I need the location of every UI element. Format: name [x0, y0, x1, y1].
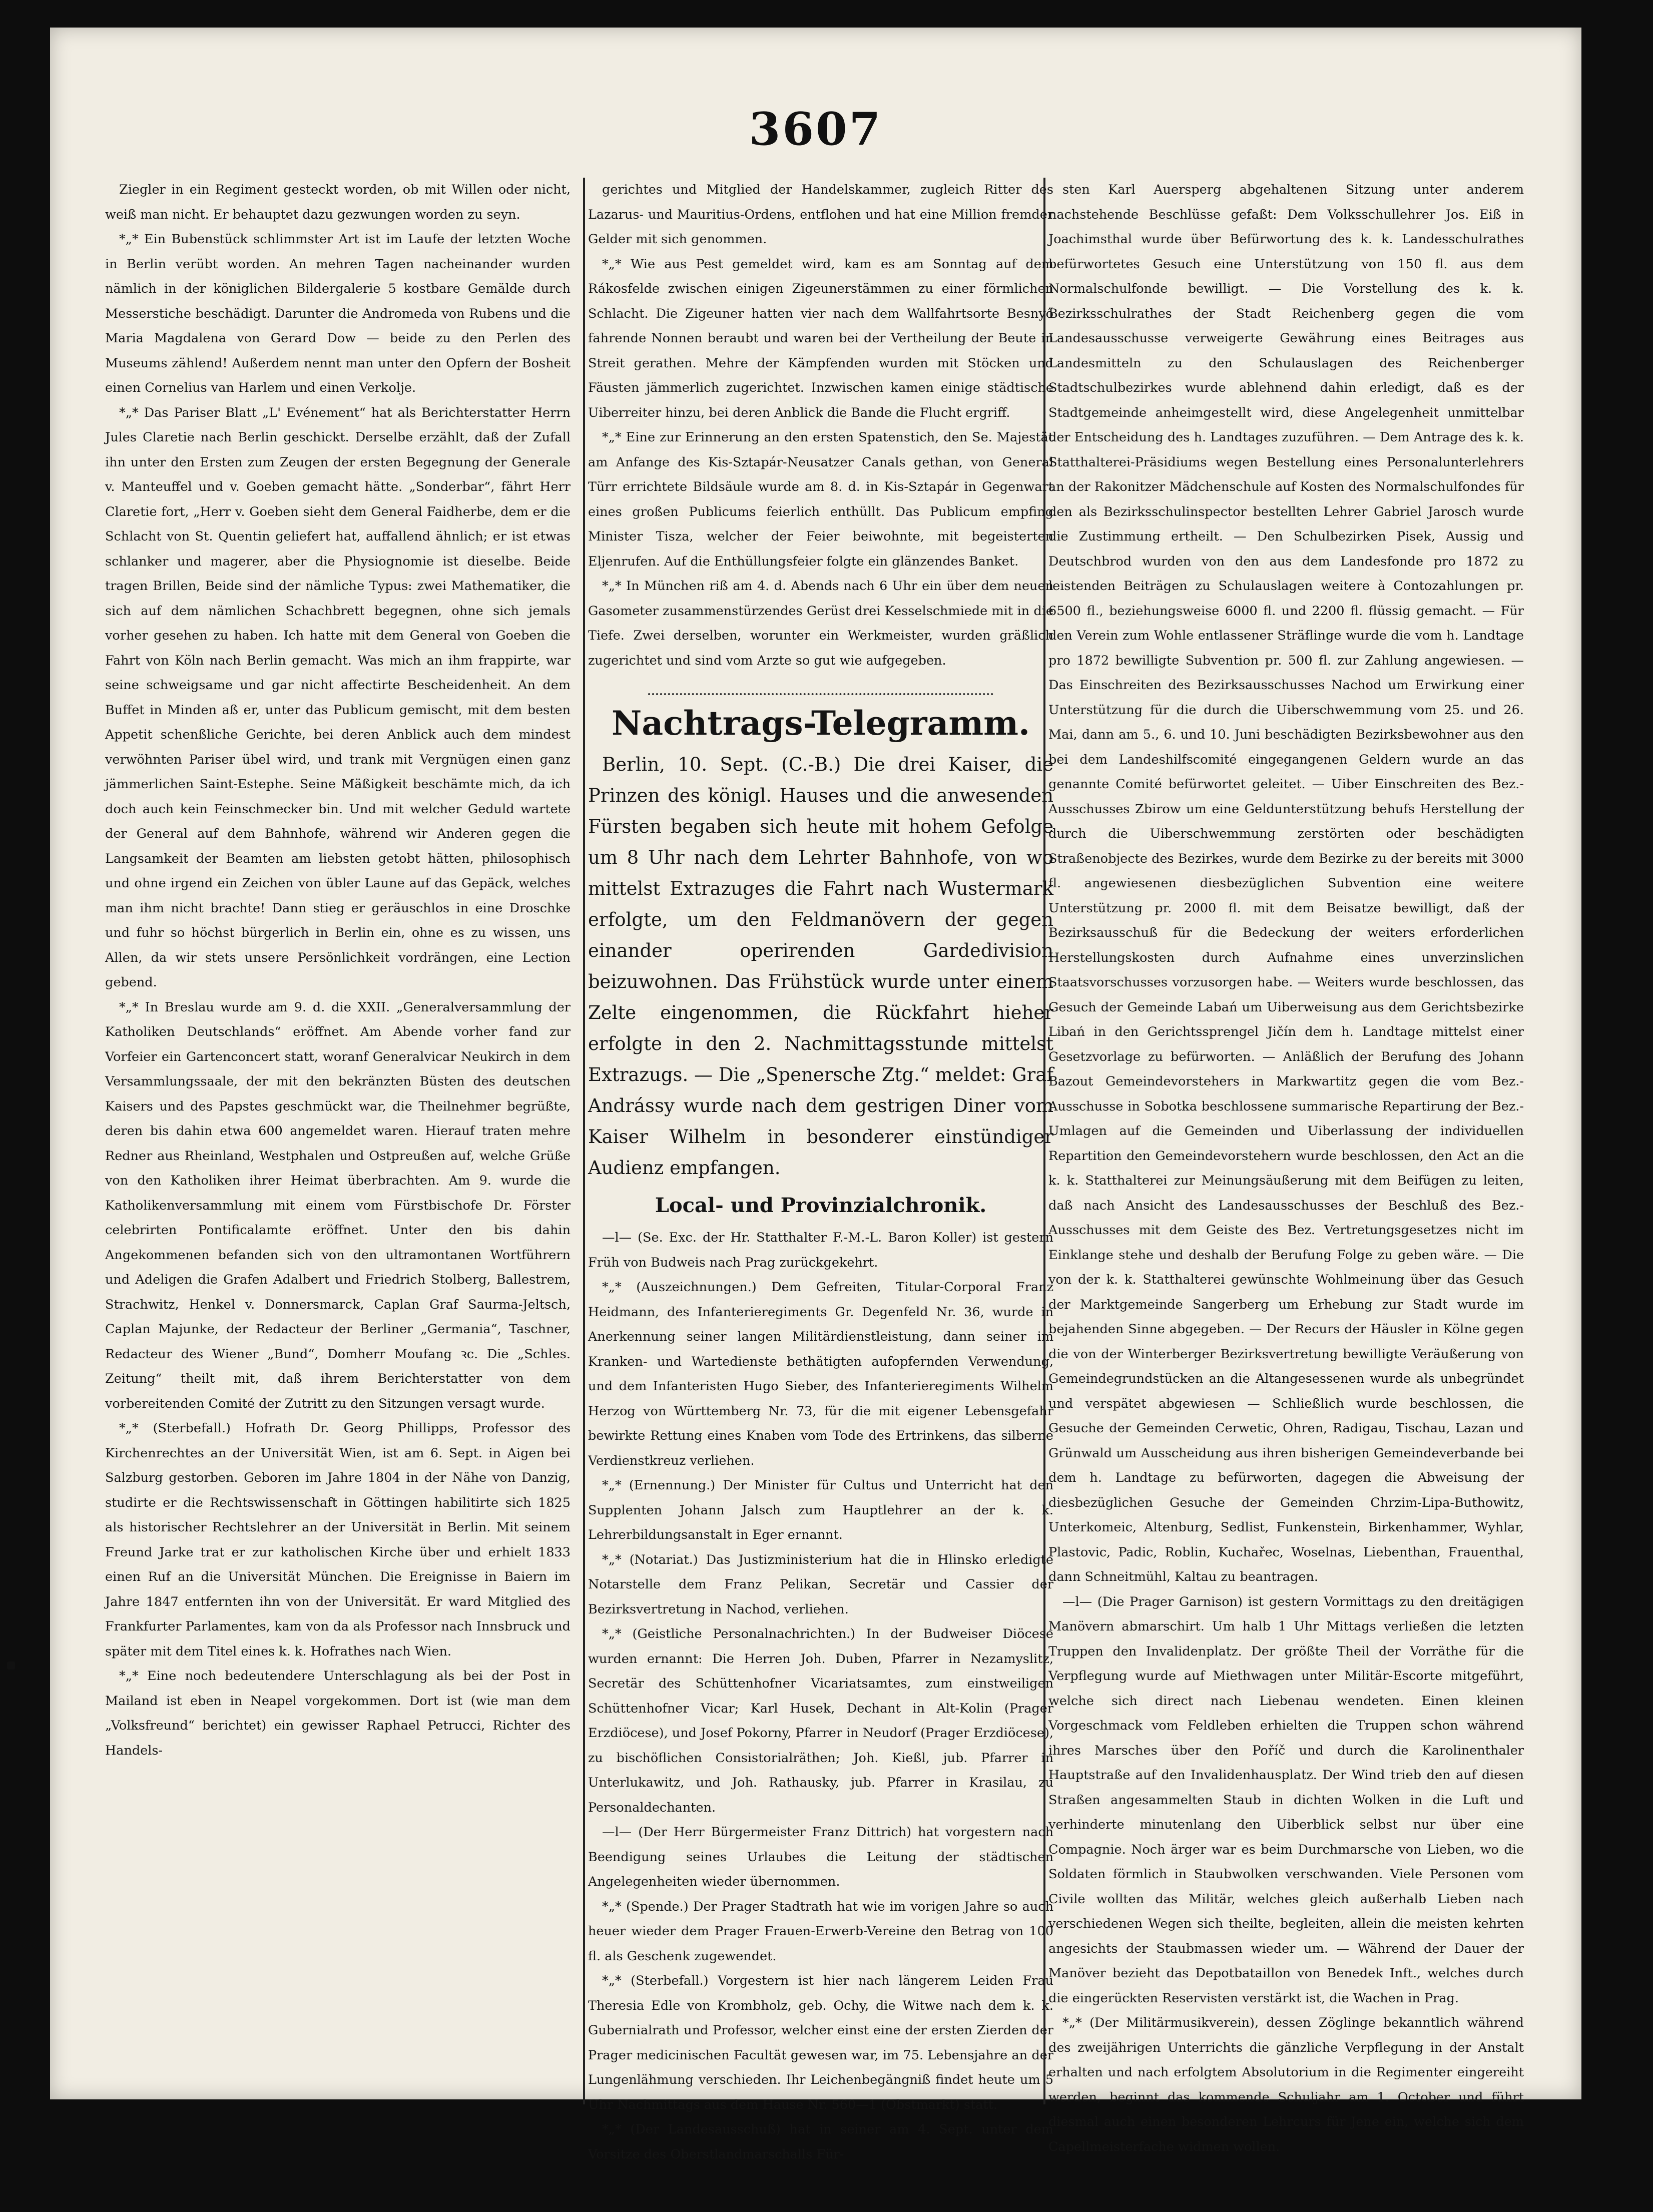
article-paragraph: —l— (Der Herr Bürgermeister Franz Dittrich) hat vorgestern nach Beendigung seines Urlaubes die Leitung der städtischen Angelegenheiten wieder übernommen.	[588, 1825, 1053, 1889]
article-paragraph: *„* In München riß am 4. d. Abends nach 6 Uhr ein über dem neuen Gasometer zusammenstürzendes Gerüst drei Kesselschmiede mit in die Tiefe. Zwei derselben, worunter ein Werkmeister, wurden gräßlich zugerichtet und sind vom Arzte so gut wie aufgegeben.	[588, 579, 1053, 668]
article-paragraph: *„* (Sterbefall.) Vorgestern ist hier nach längerem Leiden Frau Theresia Edle von Krombholz, geb. Ochy, die Witwe nach dem k. k. Gubernialrath und Professor, welcher einst eine der ersten Zierden der Prager medicinischen Facultät gewesen war, im 75. Lebensjahre an der Lungenlähmung verschieden. Ihr Leichenbegängniß findet heute um 5 Uhr Nachmittags aus dem Hause Nr. 560—1 (Obstmarkt) statt.	[588, 1973, 1053, 2112]
column-left	[105, 178, 571, 2129]
column-middle	[588, 178, 1053, 2162]
article-paragraph: *„* Das Pariser Blatt „L' Evénement“ hat als Berichterstatter Herrn Jules Claretie nach Berlin geschickt. Derselbe erzählt, daß der Zufall ihn unter den Ersten zum Zeugen der ersten Begegnung der Generale v. Manteuffel und v. Goeben gemacht hätte. „Sonderbar“, fährt Herr Claretie fort, „Herr v. Goeben sieht dem General Faidherbe, dem er die Schlacht von St. Quentin geliefert hat, auffallend ähnlich; er ist etwas schlanker und magerer, aber die Physiognomie ist dieselbe. Beide tragen Brillen, Beide sind der nämliche Typus: zwei Mathematiker, die sich auf dem nämlichen Schachbrett begegnen, ohne sich jemals vorher gesehen zu haben. Ich hatte mit dem General von Goeben die Fahrt von Köln nach Berlin gemacht. Was mich an ihm frappirte, war seine schweigsame und gar nicht affectirte Bescheidenheit. An dem Buffet in Minden aß er, unter das Publicum gemischt, mit dem besten Appetit schenßliche Gerichte, bei deren Anblick auch dem mindest verwöhnten Pariser übel wird, und trank mit Vergnügen einen ganz jämmerlichen Saint-Estephe. Seine Mäßigkeit beschämte mich, da ich doch auch kein Feinschmecker bin. Und mit welcher Geduld wartete der General auf dem Bahnhofe, während wir Anderen gegen die Langsamkeit der Beamten am liebsten getobt hätten, philosophisch und ohne irgend ein Zeichen von übler Laune auf das Gepäck, welches man ihm nicht brachte! Dann stieg er geräuschlos in eine Droschke und fuhr so höchst bürgerlich in Berlin ein, ohne es zu wissen, uns Allen, da wir stets unsere Persönlichkeit vordrängen, eine Lection gebend.	[105, 405, 571, 990]
page-number: 3607	[749, 103, 883, 156]
article-paragraph: *„* (Geistliche Personalnachrichten.) In der Budweiser Diöcese wurden ernannt: Die Herren Joh. Duben, Pfarrer in Nezamyslitz, Secretär des Schüttenhofner Vicariatsamtes, zum einstweiligen Schüttenhofner Vicar; Karl Husek, Dechant in Alt-Kolin (Prager Erzdiöcese), und Josef Pokorny, Pfarrer in Neudorf (Prager Erzdiöcese), zu bischöflichen Consistorialräthen; Joh. Kießl, jub. Pfarrer in Unterlukawitz, und Joh. Rathausky, jub. Pfarrer in Krasilau, zu Personaldechanten.	[588, 1626, 1053, 1815]
section-separator	[648, 682, 993, 695]
article-paragraph: —l— (Die Prager Garnison) ist gestern Vormittags zu den dreitägigen Manövern abmarschirt. Um halb 1 Uhr Mittags verließen die letzten Truppen den Invalidenplatz. Der größte Theil der Vorräthe für die Verpflegung wurde auf Miethwagen unter Militär-Escorte mitgeführt, welche sich direct nach Liebenau wendeten. Einen kleinen Vorgeschmack vom Feldleben erhielten die Truppen schon während ihres Marsches über den Poříč und durch die Karolinenthaler Hauptstraße auf den Invalidenhausplatz. Der Wind trieb den auf diesen Straßen angesammelten Staub in dichten Wolken in die Luft und verhinderte minutenlang den Uiberblick selbst nur über eine Compagnie. Noch ärger war es beim Durchmarsche von Lieben, wo die Soldaten förmlich in Staubwolken verschwanden. Viele Personen vom Civile wollten das Militär, welches gleich außerhalb Lieben nach verschiedenen Wegen sich theilte, begleiten, allein die meisten kehrten angesichts der Staubmassen wieder um. — Während der Dauer der Manöver bezieht das Depotbataillon von Benedek Inft., welches durch die eingerückten Reservisten verstärkt ist, die Wachen in Prag.	[1048, 1594, 1524, 2006]
article-paragraph: *„* Eine noch bedeutendere Unterschlagung als bei der Post in Mailand ist eben in Neapel vorgekommen. Dort ist (wie man dem „Volksfreund“ berichtet) ein gewisser Raphael Petrucci, Richter des Handels-	[105, 1669, 571, 1758]
column-divider	[583, 178, 585, 2104]
article-paragraph: *„* (Spende.) Der Prager Stadtrath hat wie im vorigen Jahre so auch heuer wieder dem Prager Frauen-Erwerb-Vereine den Betrag von 100 fl. als Geschenk zugewendet.	[588, 1899, 1053, 1964]
article-paragraph: *„* (Notariat.) Das Justizministerium hat die in Hlinsko erledigte Notarstelle dem Franz Pelikan, Secretär und Cassier der Bezirksvertretung in Nachod, verliehen.	[588, 1552, 1053, 1617]
article-paragraph: *„* (Auszeichnungen.) Dem Gefreiten, Titular-Corporal Franz Heidmann, des Infanterieregiments Gr. Degenfeld Nr. 36, wurde in Anerkennung seiner langen Militärdienstleistung, dann seiner im Kranken- und Wartedienste bethätigten aufopfernden Verwendung, und dem Infanteristen Hugo Sieber, des Infanterieregiments Wilhelm Herzog von Württemberg Nr. 73, für die mit eigener Lebensgefahr bewirkte Rettung eines Knaben vom Tode des Ertrinkens, das silberne Verdienstkreuz verliehen.	[588, 1280, 1053, 1468]
article-paragraph: *„* (Der Landesausschuß) hat in seiner am 4. Sept. unter dem Vorsitze des Oberstlandmarschalls Für-	[588, 2122, 1053, 2162]
column-right	[1048, 178, 1524, 2154]
article-paragraph: *„* Wie aus Pest gemeldet wird, kam es am Sonntag auf dem Rákosfelde zwischen einigen Zigeunerstämmen zu einer förmlichen Schlacht. Die Zigeuner hatten vier nach dem Wallfahrtsorte Besnyő fahrende Nonnen beraubt und waren bei der Vertheilung der Beute in Streit gerathen. Mehre der Kämpfenden wurden mit Stöcken und Fäusten jämmerlich zugerichtet. Inzwischen kamen einige städtische Uiberreiter hinzu, bei deren Anblick die Bande die Flucht ergriff.	[588, 256, 1053, 420]
article-paragraph: *„* (Sterbefall.) Hofrath Dr. Georg Phillipps, Professor des Kirchenrechtes an der Universität Wien, ist am 6. Sept. in Aigen bei Salzburg gestorben. Geboren im Jahre 1804 in der Nähe von Danzig, studirte er die Rechtswissenschaft in Göttingen habilitirte sich 1825 als historischer Rechtslehrer an der Universität in Berlin. Mit seinem Freund Jarke trat er zur katholischen Kirche über und erhielt 1833 einen Ruf an die Universität München. Die Ereignisse in Baiern im Jahre 1847 entfernten ihn von der Universität. Er ward Mitglied des Frankfurter Parlamentes, kam von da als Professor nach Innsbruck und später mit dem Titel eines k. k. Hofrathes nach Wien.	[105, 1421, 571, 1659]
chronik-heading: Local- und Provinzialchronik.	[655, 1194, 987, 1217]
newspaper-page	[50, 28, 1581, 2162]
article-paragraph: sten Karl Auersperg abgehaltenen Sitzung unter anderem nachstehende Beschlüsse gefaßt: Dem Volksschullehrer Jos. Eiß in Joachimsthal wurde über Befürwortung des k. k. Landesschulrathes befürwortetes Gesuch eine Unterstützung von 150 fl. aus dem Normalschulfonde bewilligt. — Die Vorstellung des k. k. Bezirksschulrathes der Stadt Reichenberg gegen die vom Landesausschusse verweigerte Gewährung eines Beitrages aus Landesmitteln zu den Schulauslagen des Reichenberger Stadtschulbezirkes wurde ablehnend dahin erledigt, daß es der Stadtgemeinde anheimgestellt wird, diese Angelegenheit unmittelbar der Entscheidung des h. Landtages zuzuführen. — Dem Antrage des k. k. Statthalterei-Präsidiums wegen Bestellung eines Personalunterlehrers an der Rakonitzer Mädchenschule auf Kosten des Normalschulfondes für den als Bezirksschulinspector bestellten Lehrer Gabriel Jarosch wurde die Zustimmung ertheilt. — Den Schulbezirken Pisek, Aussig und Deutschbrod wurden von den aus dem Landesfonde pro 1872 zu leistenden Beiträgen zu Schulauslagen weitere à Contozahlungen pr. 6500 fl., beziehungsweise 6000 fl. und 2200 fl. flüssig gemacht. — Für den Verein zum Wohle entlassener Sträflinge wurde die vom h. Landtage pro 1872 bewilligte Subvention pr. 500 fl. zur Zahlung angewiesen. — Das Einschreiten des Bezirksausschusses Nachod um Erwirkung einer Unterstützung für die durch die Uiberschwemmung vom 25. und 26. Mai, dann am 5., 6. und 10. Juni beschädigten Bezirksbewohner aus den bei dem Landeshilfscomité eingegangenen Geldern wurde an das genannte Comité befürwortet geleitet. — Uiber Einschreiten des Bez.-Ausschusses Zbirow um eine Geldunterstützung behufs Herstellung der durch die Uiberschwemmung zerstörten oder beschädigten Straßenobjecte des Bezirkes, wurde dem Bezirke zu der bereits mit 3000 fl. angewiesenen diesbezüglichen Subvention eine weitere Unterstützung pr. 2000 fl. mit dem Beisatze bewilligt, daß der Bezirksausschuß für die Bedeckung der weiters erforderlichen Herstellungskosten durch Aufnahme eines unverzinslichen Staatsvorschusses vorzusorgen habe. — Weiters wurde beschlossen, das Gesuch der Gemeinde Labań um Uiberweisung aus dem Gerichtsbezirke Libań in den Gerichtssprengel Jičín dem h. Landtage mittelst einer Gesetzvorlage zu befürworten. — Anläßlich der Berufung des Johann Bazout Gemeindevorstehers in Markwartitz gegen die vom Bez.-Ausschusse in Sobotka beschlossene summarische Repartirung der Bez.-Umlagen auf die Gemeinden und Uiberlassung der individuellen Repartition den Gemeindevorstehern wurde beschlossen, den Act an die k. k. Statthalterei zur Meinungsäußerung mit dem Beifügen zu leiten, daß nach Ansicht des Landesausschusses der Beschluß des Bez.-Ausschusses mit dem Geiste des Bez. Vertretungsgesetzes nicht im Einklange stehe und deshalb der Berufung Folge zu geben wäre. — Die von der k. k. Statthalterei gewünschte Wohlmeinung über das Gesuch der Marktgemeinde Sangerberg um Erhebung zur Stadt wurde im bejahenden Sinne abgegeben. — Der Recurs der Häusler in Kölne gegen die von der Winterberger Bezirksvertretung bewilligte Veräußerung von Gemeindegrundstücken an die Altangesessenen wurde als unbegründet und verspätet abgewiesen — Schließlich wurde beschlossen, die Gesuche der Gemeinden Cerwetic, Ohren, Radigau, Tischau, Lazan und Grünwald um Ausscheidung aus ihren bisherigen Gemeindeverbande bei dem h. Landtage zu befürworten, dagegen die Abweisung der diesbezüglichen Gesuche der Gemeinden Chrzim-Lipa-Buthowitz, Unterkomeic, Altenburg, Sedlist, Funkenstein, Birkenhammer, Wyhlar, Plastovic, Padic, Roblin, Kuchařec, Woselnas, Liebenthan, Frauenthal, dann Schneitmühl, Kaltau zu beantragen.	[1048, 182, 1524, 1584]
article-paragraph: *„* Eine zur Erinnerung an den ersten Spatenstich, den Se. Majestät am Anfange des Kis-Sztapár-Neusatzer Canals gethan, von General Türr errichtete Bildsäule wurde am 8. d. in Kis-Sztapár in Gegenwart eines großen Publicums feierlich enthüllt. Das Publicum empfing Minister Tisza, welcher der Feier beiwohnte, mit begeisterten Eljenrufen. Auf die Enthüllungsfeier folgte ein glänzendes Banket.	[588, 430, 1053, 569]
scan-margin-mark	[7, 1662, 15, 1670]
article-paragraph: *„* In Breslau wurde am 9. d. die XXII. „Generalversammlung der Katholiken Deutschlands“ eröffnet. Am Abende vorher fand zur Vorfeier ein Gartenconcert statt, woranf Generalvicar Neukirch in dem Versammlungssaale, der mit den bekränzten Büsten des deutschen Kaisers und des Papstes geschmückt war, die Theilnehmer begrüßte, deren bis dahin etwa 600 angemeldet waren. Hierauf traten mehre Redner aus Rheinland, Westphalen und Ostpreußen auf, welche Grüße von den Katholiken ihrer Heimat überbrachten. Am 9. wurde die Katholikenversammlung mit einem vom Fürstbischofe Dr. Förster celebrirten Pontificalamte eröffnet. Unter den bis dahin Angekommenen befanden sich von den ultramontanen Wortführern und Adeligen die Grafen Adalbert und Friedrich Stolberg, Ballestrem, Strachwitz, Henkel v. Donnersmarck, Caplan Graf Saurma-Jeltsch, Caplan Majunke, der Redacteur der Berliner „Germania“, Taschner, Redacteur des Wiener „Bund“, Domherr Moufang ꝛc. Die „Schles. Zeitung“ theilt mit, daß ihrem Berichterstatter von dem vorbereitenden Comité der Zutritt zu den Sitzungen versagt wurde.	[105, 999, 571, 1411]
telegram-heading: Nachtrags-Telegramm.	[612, 704, 1030, 743]
article-paragraph: gerichtes und Mitglied der Handelskammer, zugleich Ritter des Lazarus- und Mauritius-Ordens, entflohen und hat eine Million fremder Gelder mit sich genommen.	[588, 182, 1053, 247]
telegram-text: Berlin, 10. Sept. (C.-B.) Die drei Kaiser, die Prinzen des königl. Hauses und die anwesenden Fürsten begaben sich heute mit hohem Gefolge um 8 Uhr nach dem Lehrter Bahnhofe, von wo mittelst Extrazuges die Fahrt nach Wustermark erfolgte, um den Feldmanövern der gegen einander operirenden Gardedivision beizuwohnen. Das Frühstück wurde unter einem Zelte eingenommen, die Rückfahrt hieher erfolgte in den 2. Nachmittagsstunde mittelst Extrazugs. — Die „Spenersche Ztg.“ meldet: Graf Andrássy wurde nach dem gestrigen Diner vom Kaiser Wilhelm in besonderer einstündiger Audienz empfangen.	[588, 754, 1053, 1179]
article-paragraph: *„* (Ernennung.) Der Minister für Cultus und Unterricht hat den Supplenten Johann Jalsch zum Hauptlehrer an der k. k. Lehrerbildungsanstalt in Eger ernannt.	[588, 1478, 1053, 1542]
article-paragraph: *„* Ein Bubenstück schlimmster Art ist im Laufe der letzten Woche in Berlin verübt worden. An mehren Tagen nacheinander wurden nämlich in der königlichen Bildergalerie 5 kostbare Gemälde durch Messerstiche beschädigt. Darunter die Andromeda von Rubens und die Maria Magdalena von Gerard Dow — beide zu den Perlen des Museums zählend! Außerdem nennt man unter den Opfern der Bosheit einen Cornelius van Harlem und einen Verkolje.	[105, 232, 571, 395]
article-paragraph: *„* (Der Militärmusikverein), dessen Zöglinge bekanntlich während des zweijährigen Unterrichts die gänzliche Verpflegung in der Anstalt erhalten und nach erfolgtem Absolutorium in die Regimenter eingereiht werden, beginnt das kommende Schuljahr am 1. October und führt diesmal auch einen besonderen Lehrcurs für Jene ein, welche sich dem Capellmeisterfache widmen wollen.	[1048, 2015, 1524, 2154]
article-paragraph: —l— (Se. Exc. der Hr. Statthalter F.-M.-L. Baron Koller) ist gestern Früh von Budweis nach Prag zurückgekehrt.	[588, 1230, 1053, 1270]
article-paragraph: Ziegler in ein Regiment gesteckt worden, ob mit Willen oder nicht, weiß man nicht. Er behauptet dazu gezwungen worden zu seyn.	[105, 182, 571, 222]
